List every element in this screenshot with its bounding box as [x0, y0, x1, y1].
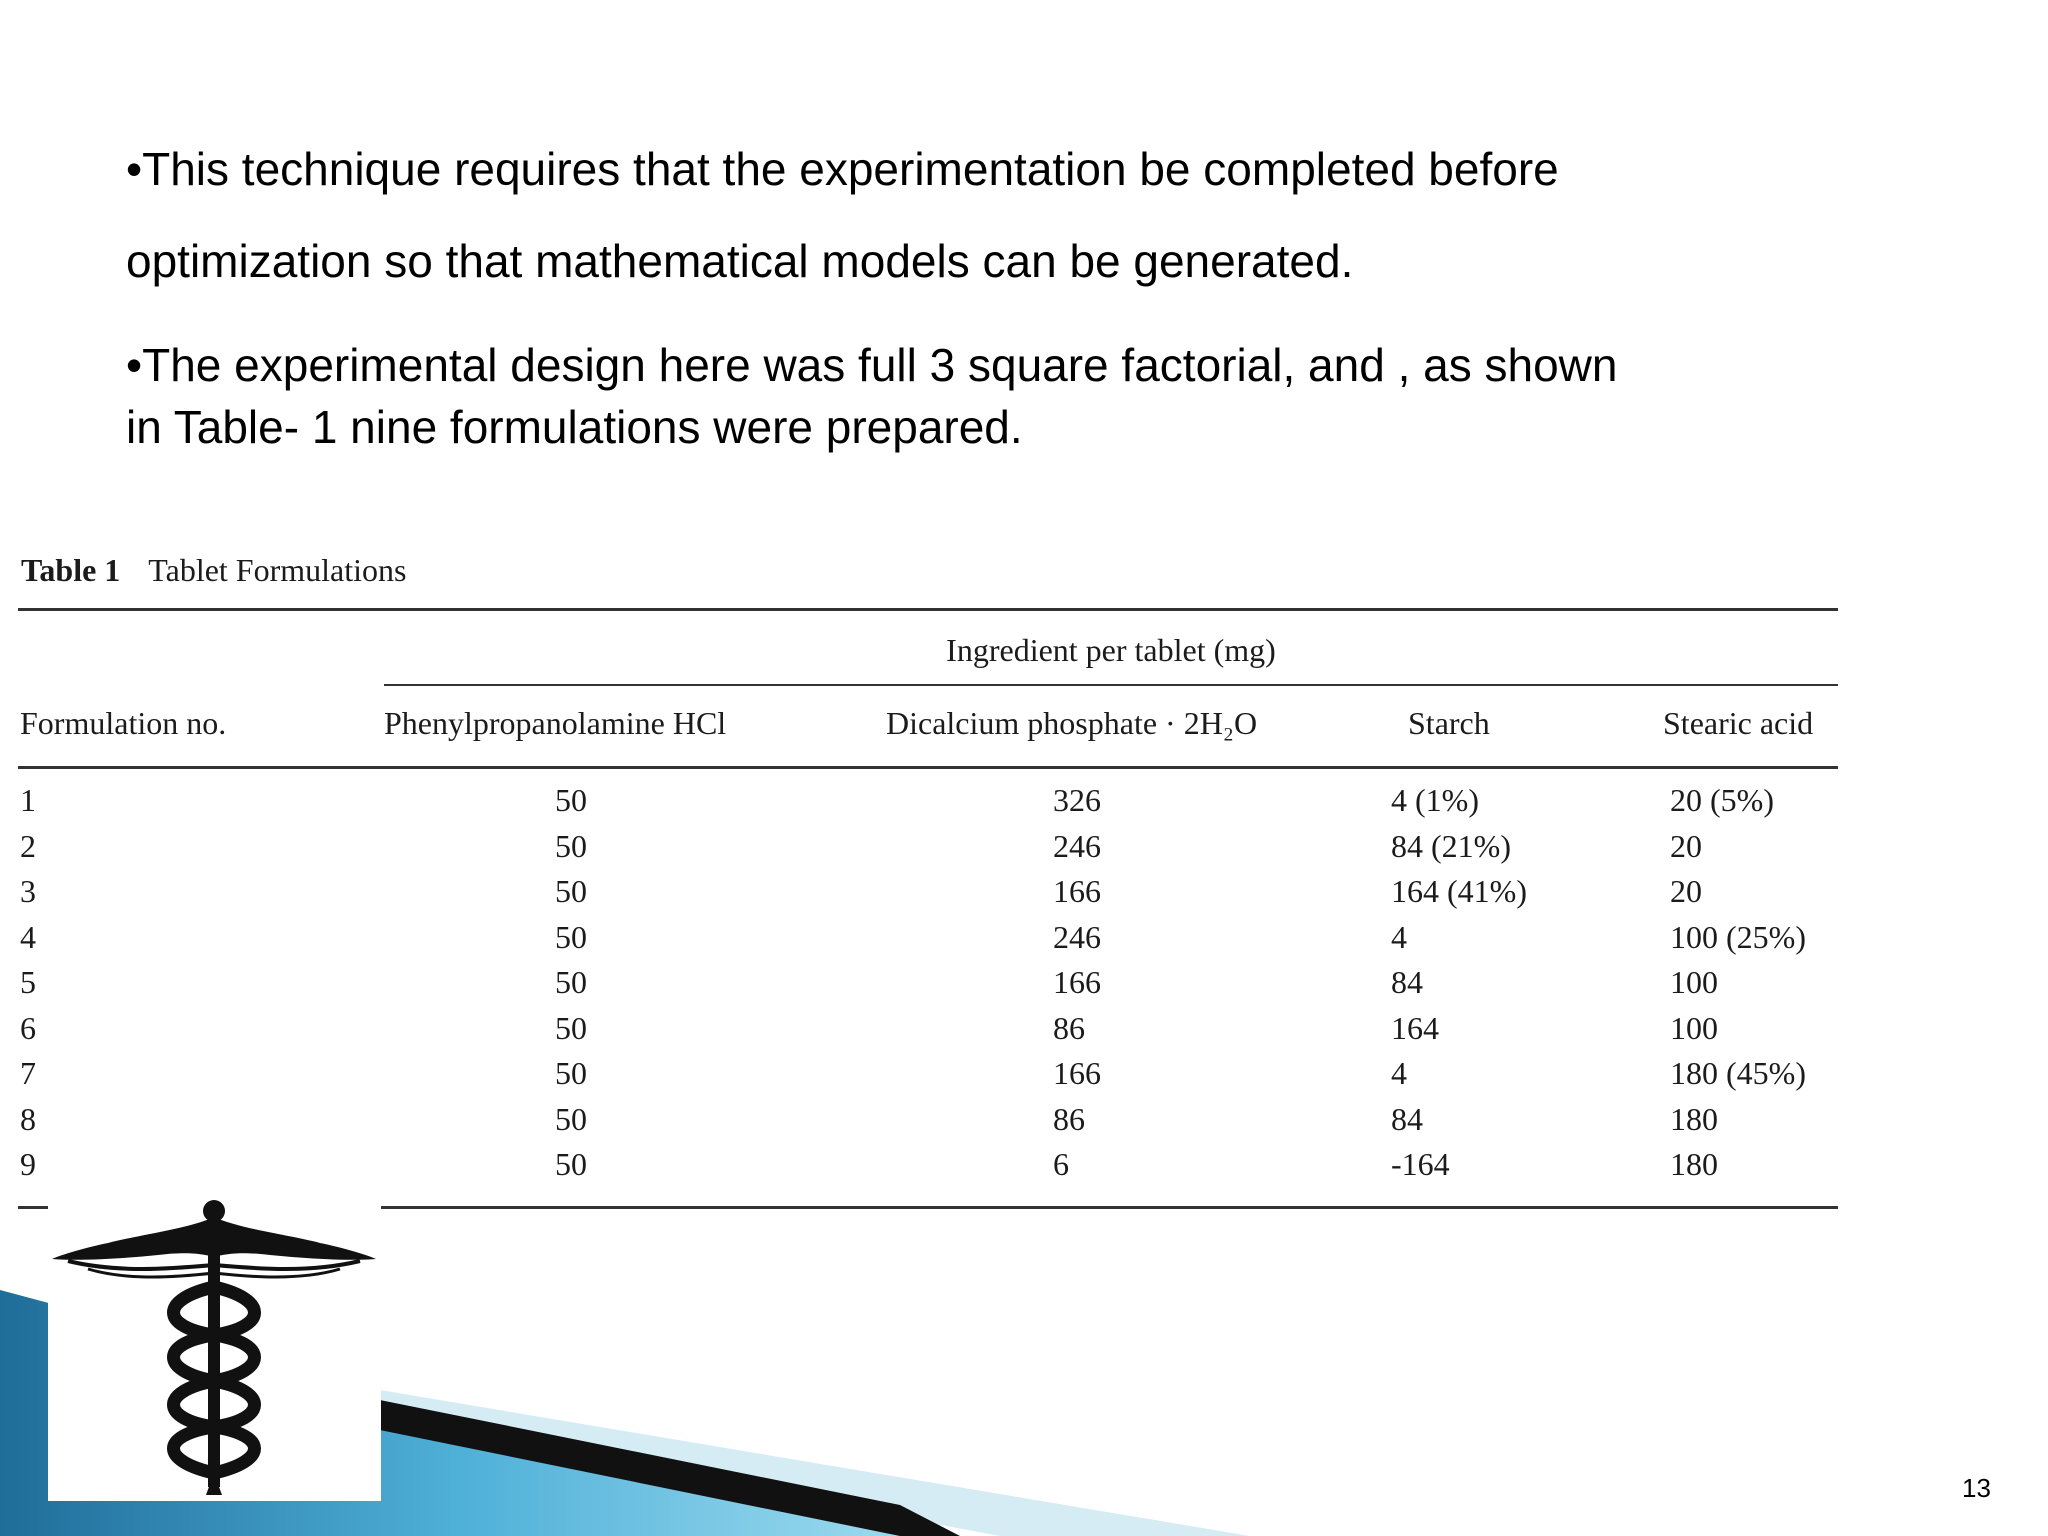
bullet-2-line-1: •The experimental design here was full 3 square factorial, and , as shown: [126, 339, 1618, 391]
cell-formulation-no: 5: [20, 964, 36, 1000]
cell-formulation-no: 4: [20, 918, 36, 955]
cell-phenylpropanolamine: 50: [555, 964, 587, 1000]
cell-stearic-acid: 100: [1670, 964, 1718, 1000]
col-header-phenylpropanolamine: Phenylpropanolamine HCl: [384, 705, 727, 741]
cell-dicalcium-phosphate: 246: [1053, 827, 1101, 864]
cell-phenylpropanolamine: 50: [555, 1055, 587, 1091]
cell-phenylpropanolamine: 50: [555, 1100, 587, 1137]
cell-formulation-no: 7: [20, 1055, 36, 1091]
col-header-stearic-acid: Stearic acid: [1663, 705, 1814, 741]
cell-phenylpropanolamine: 50: [555, 782, 587, 818]
cell-stearic-acid: 20: [1670, 827, 1702, 864]
cell-dicalcium-phosphate: 166: [1053, 964, 1101, 1000]
cell-formulation-no: 8: [20, 1100, 36, 1137]
cell-stearic-acid: 20 (5%): [1670, 782, 1774, 818]
cell-phenylpropanolamine: 50: [555, 918, 587, 955]
group-header: Ingredient per tablet (mg): [946, 632, 1276, 668]
cell-stearic-acid: 100 (25%): [1670, 918, 1806, 955]
col-header-starch: Starch: [1408, 705, 1490, 741]
cell-starch: 84 (21%): [1391, 827, 1511, 864]
cell-starch: 164 (41%): [1391, 873, 1527, 909]
cell-starch: 164: [1391, 1009, 1439, 1046]
caduceus-icon: [48, 1195, 381, 1501]
cell-stearic-acid: 180: [1670, 1146, 1718, 1182]
table-row: [18, 919, 1838, 964]
cell-formulation-no: 9: [20, 1146, 36, 1182]
slide-number: 13: [1962, 1473, 1991, 1503]
cell-starch: 4: [1391, 918, 1407, 955]
caduceus-logo: [48, 1195, 381, 1501]
bullet-point-2: [126, 334, 1617, 458]
cell-dicalcium-phosphate: 246: [1053, 918, 1101, 955]
cell-stearic-acid: 180: [1670, 1100, 1718, 1137]
cell-starch: -164: [1391, 1146, 1450, 1182]
table-row: [18, 1101, 1838, 1146]
bullet-2-line-2: in Table- 1 nine formulations were prepared.: [126, 401, 1023, 453]
cell-formulation-no: 6: [20, 1009, 36, 1046]
cell-phenylpropanolamine: 50: [555, 1009, 587, 1046]
table-row: [18, 828, 1838, 873]
table-row: [18, 964, 1838, 1009]
cell-formulation-no: 3: [20, 873, 36, 909]
table-row: [18, 1010, 1838, 1055]
col-header-formulation-no: Formulation no.: [20, 705, 227, 741]
table-title: Tablet Formulations: [148, 552, 407, 588]
cell-starch: 84: [1391, 964, 1423, 1000]
group-header-rule: [384, 684, 1838, 686]
table-top-rule: [18, 608, 1838, 611]
cell-starch: 4 (1%): [1391, 782, 1479, 818]
cell-stearic-acid: 100: [1670, 1009, 1718, 1046]
table-row: [18, 873, 1838, 918]
cell-dicalcium-phosphate: 166: [1053, 873, 1101, 909]
cell-formulation-no: 1: [20, 782, 36, 818]
cell-phenylpropanolamine: 50: [555, 873, 587, 909]
table-row: [18, 782, 1838, 827]
cell-stearic-acid: 20: [1670, 873, 1702, 909]
table-row: [18, 1146, 1838, 1191]
table-label: Table 1: [21, 552, 121, 588]
cell-dicalcium-phosphate: 86: [1053, 1100, 1085, 1137]
cell-formulation-no: 2: [20, 827, 36, 864]
header-bottom-rule: [18, 766, 1838, 769]
col-header-dicalcium-phosphate: Dicalcium phosphate · 2H₂O: [886, 705, 1258, 741]
cell-dicalcium-phosphate: 6: [1053, 1146, 1069, 1182]
cell-stearic-acid: 180 (45%): [1670, 1055, 1806, 1091]
cell-phenylpropanolamine: 50: [555, 827, 587, 864]
table-caption: [21, 552, 406, 589]
bullet-1-line-1: •This technique requires that the experimentation be completed before: [126, 143, 1559, 195]
cell-starch: 4: [1391, 1055, 1407, 1091]
cell-phenylpropanolamine: 50: [555, 1146, 587, 1182]
formulations-table: [18, 548, 1838, 1218]
cell-dicalcium-phosphate: 86: [1053, 1009, 1085, 1046]
cell-starch: 84: [1391, 1100, 1423, 1137]
bullet-1-line-2: optimization so that mathematical models can be generated.: [126, 235, 1354, 287]
cell-dicalcium-phosphate: 166: [1053, 1055, 1101, 1091]
bullet-point-1: [126, 138, 1559, 292]
cell-dicalcium-phosphate: 326: [1053, 782, 1101, 818]
table-row: [18, 1055, 1838, 1100]
